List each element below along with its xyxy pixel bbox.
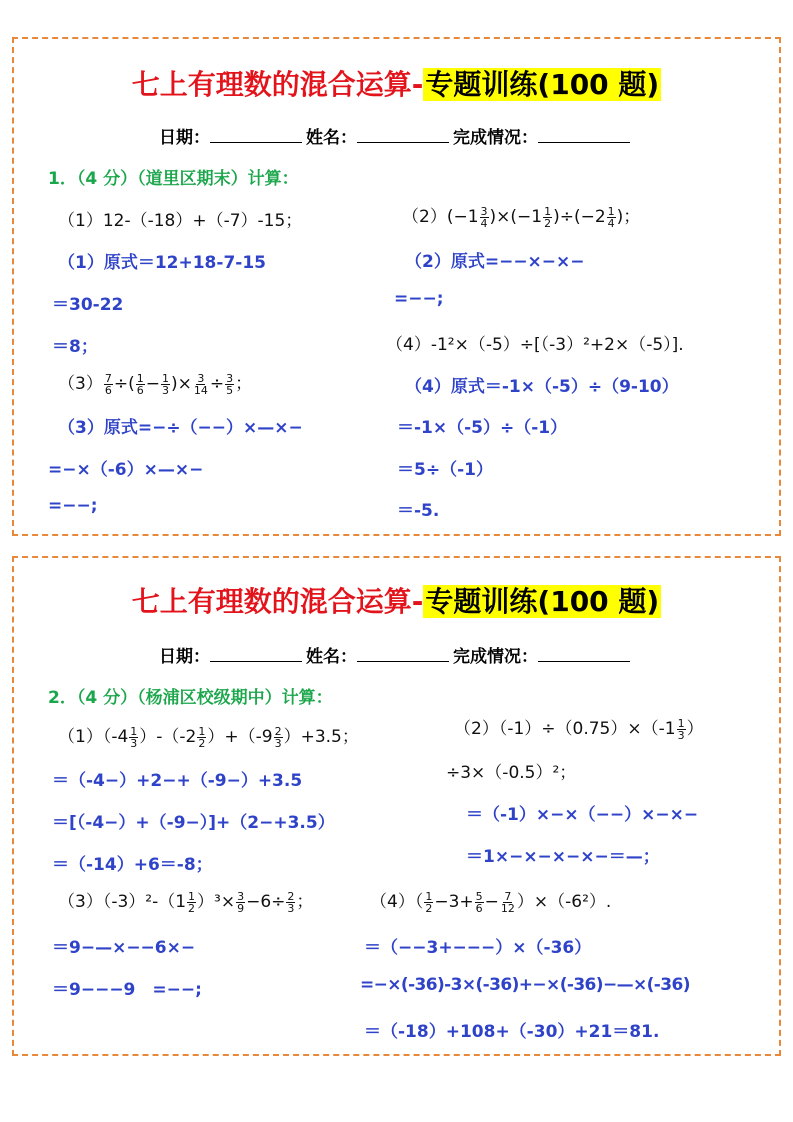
text: （2）(−1: [402, 207, 479, 227]
text: （3）: [58, 374, 103, 394]
problem-4: （4）-1²×（-5）÷[（-3）²+2×（-5）].: [386, 335, 684, 355]
question-heading: 1．（4 分）（道里区期末）计算：: [48, 169, 299, 189]
fraction: [543, 206, 552, 229]
answer-1-line-2: ＝[（-4−）+（-9−）]+（2−+3.5）: [52, 813, 335, 833]
title-highlight-part: 专题训练(100 题): [425, 585, 660, 618]
num: 7: [104, 371, 112, 385]
num: 3: [480, 204, 488, 218]
num: 2: [274, 724, 282, 738]
fraction: [424, 891, 433, 914]
text: ）³×: [197, 892, 236, 912]
problem-3: [58, 369, 252, 396]
fraction: [187, 891, 196, 914]
num: 1: [161, 371, 169, 385]
worksheet-title: [14, 61, 779, 109]
name-label: 姓名：: [306, 647, 357, 667]
fraction: [500, 891, 516, 914]
status-blank[interactable]: [538, 647, 630, 662]
answer-3-line-1: ＝9−—×−−6×−: [52, 938, 196, 958]
text: ；: [235, 374, 253, 394]
problem-2: [454, 714, 704, 741]
den: 3: [274, 736, 282, 750]
den: 6: [136, 383, 144, 397]
answer-3-line-2: ＝9−−−9 =−−;: [52, 980, 202, 1000]
den: 6: [475, 901, 483, 915]
answer-4-line-2: =−×(-36)-3×(-36)+−×(-36)−—×(-36): [360, 975, 690, 995]
den: 4: [607, 216, 615, 230]
question-heading: 2．（4 分）（杨浦区校级期中）计算：: [48, 688, 333, 708]
text: )×(−1: [489, 207, 543, 227]
answer-2-line-1: （2）原式=−−×−×−: [405, 252, 585, 272]
title-red-part: 七上有理数的混合运算: [131, 585, 412, 618]
num: 3: [197, 371, 205, 385]
text: )÷(−2: [553, 207, 606, 227]
text: （1）（-4: [58, 727, 129, 747]
title-dash: -: [411, 68, 424, 101]
text: )×: [170, 374, 192, 394]
num: 7: [504, 889, 512, 903]
text: ）-（-2: [139, 727, 197, 747]
den: 3: [161, 383, 169, 397]
fraction: [225, 373, 234, 396]
problem-1: （1）12-（-18）+（-7）-15；: [58, 211, 303, 231]
date-blank[interactable]: [210, 128, 302, 143]
answer-4-line-4: ＝-5.: [397, 501, 440, 521]
den: 12: [500, 901, 515, 915]
fraction: [480, 206, 489, 229]
den: 5: [226, 383, 234, 397]
text: −3+: [434, 892, 474, 912]
date-blank[interactable]: [210, 647, 302, 662]
text: （3）（-3）²-（1: [58, 892, 187, 912]
answer-1-line-3: ＝8；: [52, 337, 98, 357]
fraction: [677, 718, 686, 741]
answer-1-line-1: ＝（-4−）+2−+（-9−）+3.5: [52, 771, 303, 791]
text: −: [484, 892, 499, 912]
answer-2-line-1: ＝（-1）×−×（−−）×−×−: [466, 805, 699, 825]
text: ；: [296, 892, 314, 912]
fraction: [193, 373, 209, 396]
fraction: [104, 373, 113, 396]
status-label: 完成情况：: [453, 128, 538, 148]
answer-1-line-2: ＝30-22: [52, 295, 124, 315]
date-label: 日期：: [159, 647, 210, 667]
problem-2: [402, 202, 640, 229]
text: ÷: [209, 374, 225, 394]
den: 3: [287, 901, 295, 915]
num: 5: [475, 889, 483, 903]
num: 3: [237, 889, 245, 903]
text: （2）（-1）÷（0.75）×（-1: [454, 719, 676, 739]
problem-4: [370, 887, 611, 914]
den: 2: [198, 736, 206, 750]
status-label: 完成情况：: [453, 647, 538, 667]
problem-1: [58, 722, 359, 749]
num: 1: [130, 724, 138, 738]
problem-card-2: [12, 556, 781, 1056]
text: −: [145, 374, 160, 394]
name-label: 姓名：: [306, 128, 357, 148]
text: −6÷: [246, 892, 286, 912]
answer-3-line-3: =−−;: [48, 496, 98, 516]
answer-2-line-2: ＝1×−×−×−×−＝—；: [466, 847, 660, 867]
answer-1-line-1: （1）原式＝12+18-7-15: [58, 253, 266, 273]
den: 3: [130, 736, 138, 750]
info-line: [14, 642, 779, 667]
den: 3: [677, 728, 685, 742]
fraction: [129, 726, 138, 749]
text: ）+（-9: [207, 727, 273, 747]
problem-card-1: [12, 37, 781, 536]
text: ）×（-6²）.: [516, 892, 612, 912]
fraction: [475, 891, 484, 914]
fraction: [161, 373, 170, 396]
status-blank[interactable]: [538, 128, 630, 143]
answer-4-line-3: ＝5÷（-1）: [397, 460, 493, 480]
answer-3-line-1: （3）原式=−÷（−−）×—×−: [58, 418, 303, 438]
den: 2: [425, 901, 433, 915]
den: 2: [544, 216, 552, 230]
num: 1: [188, 889, 196, 903]
title-highlight-part: 专题训练(100 题): [425, 68, 660, 101]
num: 1: [544, 204, 552, 218]
num: 1: [136, 371, 144, 385]
den: 2: [188, 901, 196, 915]
name-blank[interactable]: [357, 128, 449, 143]
num: 1: [198, 724, 206, 738]
num: 1: [677, 716, 685, 730]
den: 9: [237, 901, 245, 915]
text: ）+3.5；: [283, 727, 359, 747]
den: 6: [104, 383, 112, 397]
answer-2-line-2: =−−;: [394, 289, 444, 309]
num: 3: [226, 371, 234, 385]
text: )；: [616, 207, 641, 227]
fraction: [197, 726, 206, 749]
answer-4-line-3: ＝（-18）+108+（-30）+21＝81.: [364, 1022, 660, 1042]
num: 2: [287, 889, 295, 903]
info-line: [14, 123, 779, 148]
text: ）: [686, 719, 704, 739]
den: 4: [480, 216, 488, 230]
text: ÷(: [113, 374, 135, 394]
num: 1: [425, 889, 433, 903]
date-label: 日期：: [159, 128, 210, 148]
text: （4）（: [370, 892, 424, 912]
answer-3-line-2: =−×（-6）×—×−: [48, 460, 204, 480]
problem-2-line-2: ÷3×（-0.5）²；: [446, 763, 577, 783]
title-red-part: 七上有理数的混合运算: [131, 68, 412, 101]
fraction: [274, 726, 283, 749]
name-blank[interactable]: [357, 647, 449, 662]
problem-3: [58, 887, 313, 914]
answer-1-line-3: ＝（-14）+6＝-8；: [52, 855, 213, 875]
den: 14: [193, 383, 208, 397]
worksheet-title: [14, 578, 779, 626]
num: 1: [607, 204, 615, 218]
answer-4-line-1: （4）原式＝-1×（-5）÷（9-10）: [405, 377, 679, 397]
title-dash: -: [411, 585, 424, 618]
answer-4-line-1: ＝（−−3+−−−）×（-36）: [364, 938, 592, 958]
answer-4-line-2: ＝-1×（-5）÷（-1）: [397, 418, 568, 438]
fraction: [236, 891, 245, 914]
fraction: [607, 206, 616, 229]
fraction: [136, 373, 145, 396]
fraction: [286, 891, 295, 914]
